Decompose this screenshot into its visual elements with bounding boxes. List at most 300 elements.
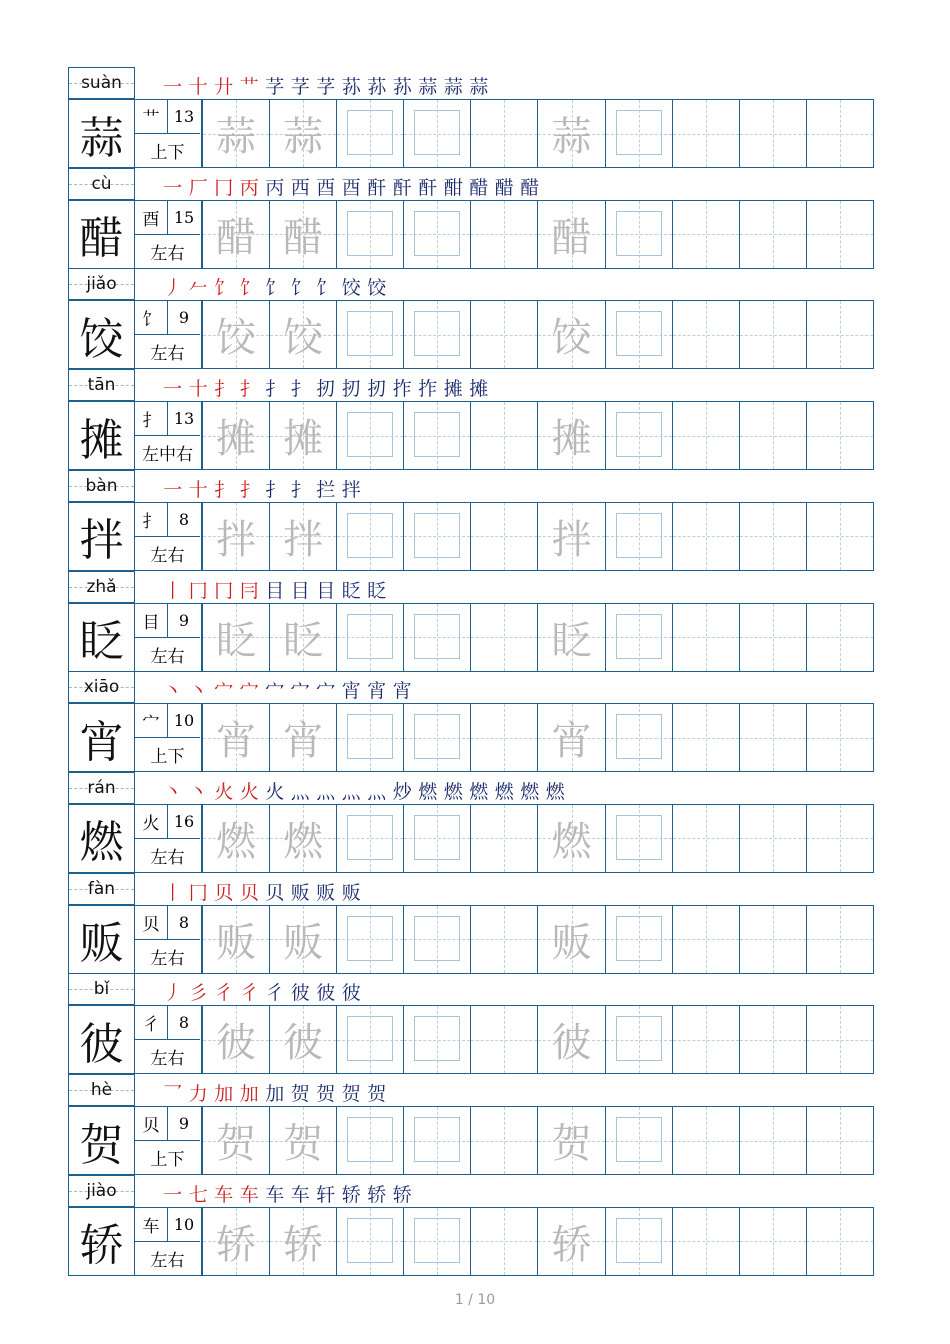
practice-cell[interactable]: [806, 604, 873, 671]
practice-cell[interactable]: [403, 402, 470, 469]
char-info: [135, 603, 202, 672]
stroke-step: 贝: [239, 881, 259, 904]
stroke-step: 荪: [341, 76, 361, 98]
pinyin-text: xiāo: [83, 677, 120, 698]
structure-label: 左右: [150, 948, 185, 969]
stroke-order: [160, 371, 492, 401]
practice-cell[interactable]: [605, 604, 672, 671]
practice-cell[interactable]: [336, 402, 403, 469]
writing-box: [616, 211, 662, 256]
practice-cell[interactable]: [336, 100, 403, 167]
char-info: [135, 1106, 202, 1175]
stroke-step: 酐: [392, 176, 412, 199]
practice-cell[interactable]: [403, 1006, 470, 1073]
practice-grid: [202, 99, 874, 168]
trace-character: 蒜: [216, 114, 257, 160]
stroke-step: 扌: [214, 378, 234, 401]
stroke-step: 宵: [367, 680, 387, 703]
pinyin-box: [68, 470, 135, 502]
stroke-count: 9: [168, 301, 200, 335]
radical-label: 扌: [135, 402, 168, 436]
stroke-step: 酉: [316, 176, 336, 199]
radical-label: 火: [135, 805, 168, 839]
stroke-step: 蒜: [418, 76, 438, 98]
practice-cell[interactable]: [470, 100, 537, 167]
stroke-step: 扌: [265, 378, 285, 401]
stroke-step: 车: [265, 1183, 285, 1206]
practice-cell[interactable]: [537, 100, 604, 167]
practice-cell[interactable]: [403, 604, 470, 671]
practice-cell[interactable]: [672, 1208, 739, 1275]
practice-cell[interactable]: [403, 1107, 470, 1174]
stroke-count: 8: [168, 906, 200, 940]
practice-cell[interactable]: [537, 604, 604, 671]
practice-cell[interactable]: [605, 1006, 672, 1073]
practice-cell[interactable]: [403, 503, 470, 570]
practice-cell[interactable]: [269, 805, 336, 872]
trace-character: 拌: [216, 516, 257, 563]
trace-character: 宵: [216, 718, 257, 765]
practice-cell[interactable]: [739, 402, 806, 469]
practice-cell[interactable]: [672, 503, 739, 570]
practice-cell[interactable]: [336, 301, 403, 368]
pinyin-box: [68, 369, 135, 401]
practice-cell[interactable]: [806, 805, 873, 872]
stroke-step: 目: [290, 579, 310, 602]
stroke-step: 加: [239, 1083, 259, 1105]
practice-cell[interactable]: [806, 704, 873, 771]
practice-cell[interactable]: [269, 604, 336, 671]
stroke-step: 灬: [367, 780, 387, 803]
practice-cell[interactable]: [672, 100, 739, 167]
char-info: [135, 300, 202, 369]
practice-cell[interactable]: [806, 1208, 873, 1275]
practice-cell[interactable]: [269, 704, 336, 771]
stroke-step: 轿: [367, 1183, 387, 1206]
stroke-step: 轩: [316, 1183, 336, 1206]
practice-cell[interactable]: [605, 906, 672, 973]
stroke-step: 眨: [367, 579, 387, 602]
stroke-step: 宵: [392, 680, 412, 703]
stroke-step: 丙: [239, 176, 259, 199]
pinyin-box: [68, 772, 135, 804]
practice-grid: [202, 502, 874, 571]
stroke-step: 蒜: [469, 76, 489, 98]
writing-box: [414, 513, 460, 558]
trace-character: 贺: [283, 1121, 324, 1167]
practice-cell[interactable]: [605, 1208, 672, 1275]
trace-character: 摊: [283, 416, 324, 463]
writing-box: [347, 815, 393, 860]
practice-cell[interactable]: [403, 201, 470, 268]
practice-cell[interactable]: [605, 1107, 672, 1174]
practice-cell[interactable]: [470, 704, 537, 771]
writing-box: [347, 1117, 393, 1162]
stroke-step: 火: [214, 780, 234, 803]
practice-cell[interactable]: [739, 503, 806, 570]
practice-cell[interactable]: [739, 704, 806, 771]
char-row: [68, 571, 874, 672]
writing-box: [616, 1218, 662, 1263]
stroke-count: 13: [168, 100, 200, 134]
model-character: 眨: [68, 603, 135, 672]
writing-box: [414, 916, 460, 961]
practice-cell[interactable]: [403, 1208, 470, 1275]
practice-grid: [202, 1106, 874, 1175]
stroke-step: 燃: [443, 780, 463, 803]
practice-cell[interactable]: [672, 906, 739, 973]
practice-cell[interactable]: [806, 503, 873, 570]
practice-cell[interactable]: [470, 201, 537, 268]
trace-character: 燃: [216, 818, 257, 865]
stroke-step: 饺: [341, 277, 361, 300]
practice-cell[interactable]: [537, 301, 604, 368]
stroke-step: 冂: [188, 881, 208, 904]
char-row: [68, 168, 874, 269]
writing-box: [616, 513, 662, 558]
stroke-step: 饣: [316, 277, 336, 300]
practice-cell[interactable]: [672, 704, 739, 771]
writing-box: [414, 311, 460, 356]
practice-cell[interactable]: [739, 100, 806, 167]
char-info: [135, 502, 202, 571]
stroke-step: 西: [290, 176, 310, 199]
writing-box: [616, 714, 662, 759]
practice-cell[interactable]: [202, 604, 269, 671]
practice-cell[interactable]: [336, 704, 403, 771]
stroke-step: 贩: [341, 881, 361, 904]
practice-grid: [202, 300, 874, 369]
trace-character: 彼: [283, 1020, 324, 1067]
stroke-step: 彡: [188, 982, 208, 1005]
char-row: [68, 973, 874, 1074]
practice-cell[interactable]: [336, 201, 403, 268]
practice-cell[interactable]: [672, 201, 739, 268]
stroke-step: 丶: [188, 780, 208, 803]
trace-character: 摊: [551, 416, 592, 463]
stroke-order: [160, 673, 415, 703]
stroke-order: [160, 1076, 390, 1106]
practice-cell[interactable]: [403, 704, 470, 771]
char-row: [68, 671, 874, 772]
writing-box: [414, 1218, 460, 1263]
page-number: 1 / 10: [454, 1292, 496, 1308]
practice-cell[interactable]: [269, 906, 336, 973]
practice-cell[interactable]: [336, 503, 403, 570]
practice-cell[interactable]: [470, 301, 537, 368]
practice-cell[interactable]: [605, 704, 672, 771]
trace-character: 醋: [216, 214, 257, 261]
structure-label: 左右: [150, 1049, 185, 1070]
writing-box: [616, 412, 662, 457]
practice-cell[interactable]: [605, 301, 672, 368]
trace-character: 饺: [216, 315, 257, 362]
practice-cell[interactable]: [269, 1006, 336, 1073]
stroke-step: 酐: [418, 176, 438, 199]
practice-cell[interactable]: [336, 1107, 403, 1174]
stroke-order: [160, 975, 364, 1005]
practice-cell[interactable]: [739, 201, 806, 268]
pinyin-text: rán: [87, 777, 116, 798]
stroke-step: 一: [163, 478, 183, 501]
practice-cell[interactable]: [537, 805, 604, 872]
stroke-step: 贩: [316, 881, 336, 904]
model-character: 燃: [68, 804, 135, 873]
practice-cell[interactable]: [806, 1006, 873, 1073]
stroke-step: 车: [214, 1183, 234, 1206]
stroke-step: 宀: [290, 680, 310, 703]
char-row: [68, 268, 874, 369]
practice-cell[interactable]: [470, 503, 537, 570]
practice-cell[interactable]: [202, 704, 269, 771]
stroke-step: 十: [188, 76, 208, 98]
practice-cell[interactable]: [269, 1208, 336, 1275]
char-info: [135, 99, 202, 168]
practice-cell[interactable]: [470, 805, 537, 872]
writing-box: [414, 412, 460, 457]
stroke-order: [160, 69, 492, 99]
stroke-step: 加: [265, 1083, 285, 1105]
stroke-step: 扨: [316, 378, 336, 401]
writing-box: [414, 815, 460, 860]
stroke-step: 饺: [367, 277, 387, 300]
stroke-step: 扌: [214, 478, 234, 501]
stroke-step: 冂: [214, 579, 234, 602]
practice-grid: [202, 1005, 874, 1074]
practice-cell[interactable]: [605, 503, 672, 570]
structure-label: 上下: [150, 747, 185, 768]
practice-cell[interactable]: [806, 402, 873, 469]
stroke-order: [160, 774, 568, 804]
practice-cell[interactable]: [202, 402, 269, 469]
practice-cell[interactable]: [336, 805, 403, 872]
practice-cell[interactable]: [672, 1006, 739, 1073]
pinyin-text: tān: [87, 375, 116, 396]
practice-cell[interactable]: [605, 402, 672, 469]
char-info: [135, 1207, 202, 1276]
char-info: [135, 401, 202, 470]
stroke-step: 摊: [469, 378, 489, 401]
practice-cell[interactable]: [470, 1208, 537, 1275]
stroke-step: 灬: [316, 780, 336, 803]
practice-cell[interactable]: [739, 906, 806, 973]
stroke-step: 酐: [367, 176, 387, 199]
writing-box: [414, 1016, 460, 1061]
pinyin-box: [68, 67, 135, 99]
practice-cell[interactable]: [672, 301, 739, 368]
structure-label: 左右: [150, 243, 185, 264]
radical-label: 扌: [135, 503, 168, 537]
stroke-step: 彼: [290, 982, 310, 1005]
stroke-step: 火: [239, 780, 259, 803]
radical-label: 车: [135, 1208, 168, 1242]
stroke-step: 丶: [163, 680, 183, 703]
practice-grid: [202, 703, 874, 772]
stroke-step: 丨: [163, 881, 183, 904]
stroke-step: 丙: [265, 176, 285, 199]
trace-character: 蒜: [283, 114, 324, 160]
radical-label: 贝: [135, 906, 168, 940]
practice-cell[interactable]: [537, 1208, 604, 1275]
radical-label: 彳: [135, 1006, 168, 1040]
practice-cell[interactable]: [403, 301, 470, 368]
stroke-step: 冃: [239, 579, 259, 602]
char-info: [135, 905, 202, 974]
stroke-step: 扌: [290, 378, 310, 401]
structure-label: 左右: [150, 1250, 185, 1271]
practice-cell[interactable]: [403, 906, 470, 973]
practice-cell[interactable]: [537, 1107, 604, 1174]
stroke-step: 饣: [214, 277, 234, 300]
practice-cell[interactable]: [269, 1107, 336, 1174]
stroke-step: 拌: [341, 478, 361, 501]
practice-cell[interactable]: [202, 1208, 269, 1275]
trace-character: 轿: [216, 1221, 257, 1268]
writing-box: [414, 211, 460, 256]
stroke-step: 贺: [367, 1083, 387, 1105]
practice-cell[interactable]: [605, 201, 672, 268]
practice-cell[interactable]: [202, 1006, 269, 1073]
stroke-step: 灬: [290, 780, 310, 803]
practice-cell[interactable]: [202, 301, 269, 368]
trace-character: 贩: [551, 919, 592, 966]
practice-cell[interactable]: [605, 100, 672, 167]
pinyin-text: bǐ: [93, 979, 110, 1000]
stroke-count: 9: [168, 604, 200, 638]
practice-cell[interactable]: [403, 805, 470, 872]
practice-cell[interactable]: [739, 805, 806, 872]
practice-cell[interactable]: [269, 402, 336, 469]
practice-cell[interactable]: [806, 906, 873, 973]
stroke-order: [160, 573, 390, 603]
practice-grid: [202, 905, 874, 974]
practice-cell[interactable]: [739, 1208, 806, 1275]
stroke-step: 彳: [214, 982, 234, 1005]
practice-cell[interactable]: [672, 805, 739, 872]
writing-box: [347, 311, 393, 356]
practice-cell[interactable]: [470, 906, 537, 973]
practice-cell[interactable]: [739, 1006, 806, 1073]
writing-box: [616, 614, 662, 659]
stroke-step: 车: [290, 1183, 310, 1206]
practice-cell[interactable]: [470, 402, 537, 469]
trace-character: 燃: [551, 818, 592, 865]
practice-cell[interactable]: [537, 906, 604, 973]
stroke-step: 燃: [418, 780, 438, 803]
practice-cell[interactable]: [269, 201, 336, 268]
stroke-count: 10: [168, 1208, 200, 1242]
practice-cell[interactable]: [739, 604, 806, 671]
practice-cell[interactable]: [537, 704, 604, 771]
stroke-step: 芓: [316, 76, 336, 98]
stroke-step: 燃: [469, 780, 489, 803]
practice-cell[interactable]: [470, 1006, 537, 1073]
stroke-step: 轿: [392, 1183, 412, 1206]
trace-character: 贩: [283, 919, 324, 966]
practice-cell[interactable]: [605, 805, 672, 872]
practice-cell[interactable]: [537, 1006, 604, 1073]
model-character: 轿: [68, 1207, 135, 1276]
practice-cell[interactable]: [672, 402, 739, 469]
model-character: 摊: [68, 401, 135, 470]
practice-cell[interactable]: [470, 604, 537, 671]
stroke-step: 酣: [443, 176, 463, 199]
practice-cell[interactable]: [672, 604, 739, 671]
writing-box: [347, 110, 393, 155]
practice-cell[interactable]: [806, 301, 873, 368]
stroke-step: 彳: [239, 982, 259, 1005]
practice-cell[interactable]: [269, 301, 336, 368]
stroke-step: 扨: [367, 378, 387, 401]
practice-cell[interactable]: [470, 1107, 537, 1174]
structure-label: 左右: [150, 847, 185, 868]
practice-grid: [202, 1207, 874, 1276]
practice-cell[interactable]: [336, 604, 403, 671]
radical-label: 饣: [135, 301, 168, 335]
practice-cell[interactable]: [202, 1107, 269, 1174]
stroke-step: 七: [188, 1183, 208, 1206]
pinyin-box: [68, 571, 135, 603]
practice-cell[interactable]: [739, 1107, 806, 1174]
practice-cell[interactable]: [403, 100, 470, 167]
practice-cell[interactable]: [537, 201, 604, 268]
writing-box: [616, 110, 662, 155]
practice-cell[interactable]: [336, 1208, 403, 1275]
stroke-step: 燃: [545, 780, 565, 803]
stroke-order: [160, 875, 364, 905]
practice-cell[interactable]: [202, 100, 269, 167]
practice-cell[interactable]: [806, 1107, 873, 1174]
stroke-order: [160, 472, 364, 502]
stroke-step: 车: [239, 1183, 259, 1206]
trace-character: 眨: [551, 617, 592, 664]
practice-cell[interactable]: [202, 906, 269, 973]
trace-character: 贺: [216, 1121, 257, 1167]
char-info: [135, 200, 202, 269]
stroke-step: 醋: [520, 176, 540, 199]
practice-cell[interactable]: [806, 201, 873, 268]
stroke-step: 火: [265, 780, 285, 803]
stroke-step: 一: [163, 176, 183, 199]
pinyin-box: [68, 1074, 135, 1106]
stroke-step: 贝: [265, 881, 285, 904]
practice-cell[interactable]: [537, 503, 604, 570]
writing-box: [414, 1117, 460, 1162]
practice-cell[interactable]: [336, 1006, 403, 1073]
practice-cell[interactable]: [672, 1107, 739, 1174]
pinyin-box: [68, 168, 135, 200]
practice-cell[interactable]: [202, 201, 269, 268]
stroke-step: 冂: [214, 176, 234, 199]
practice-cell[interactable]: [202, 805, 269, 872]
practice-cell[interactable]: [202, 503, 269, 570]
practice-cell[interactable]: [806, 100, 873, 167]
practice-grid: [202, 804, 874, 873]
practice-cell[interactable]: [269, 100, 336, 167]
stroke-step: 目: [316, 579, 336, 602]
char-row: [68, 1074, 874, 1175]
stroke-count: 8: [168, 503, 200, 537]
char-row: [68, 873, 874, 974]
stroke-step: 拃: [418, 378, 438, 401]
stroke-step: 一: [163, 76, 183, 98]
practice-cell[interactable]: [269, 503, 336, 570]
practice-cell[interactable]: [336, 906, 403, 973]
pinyin-box: [68, 973, 135, 1005]
trace-character: 醋: [283, 214, 324, 261]
practice-cell[interactable]: [739, 301, 806, 368]
practice-cell[interactable]: [537, 402, 604, 469]
